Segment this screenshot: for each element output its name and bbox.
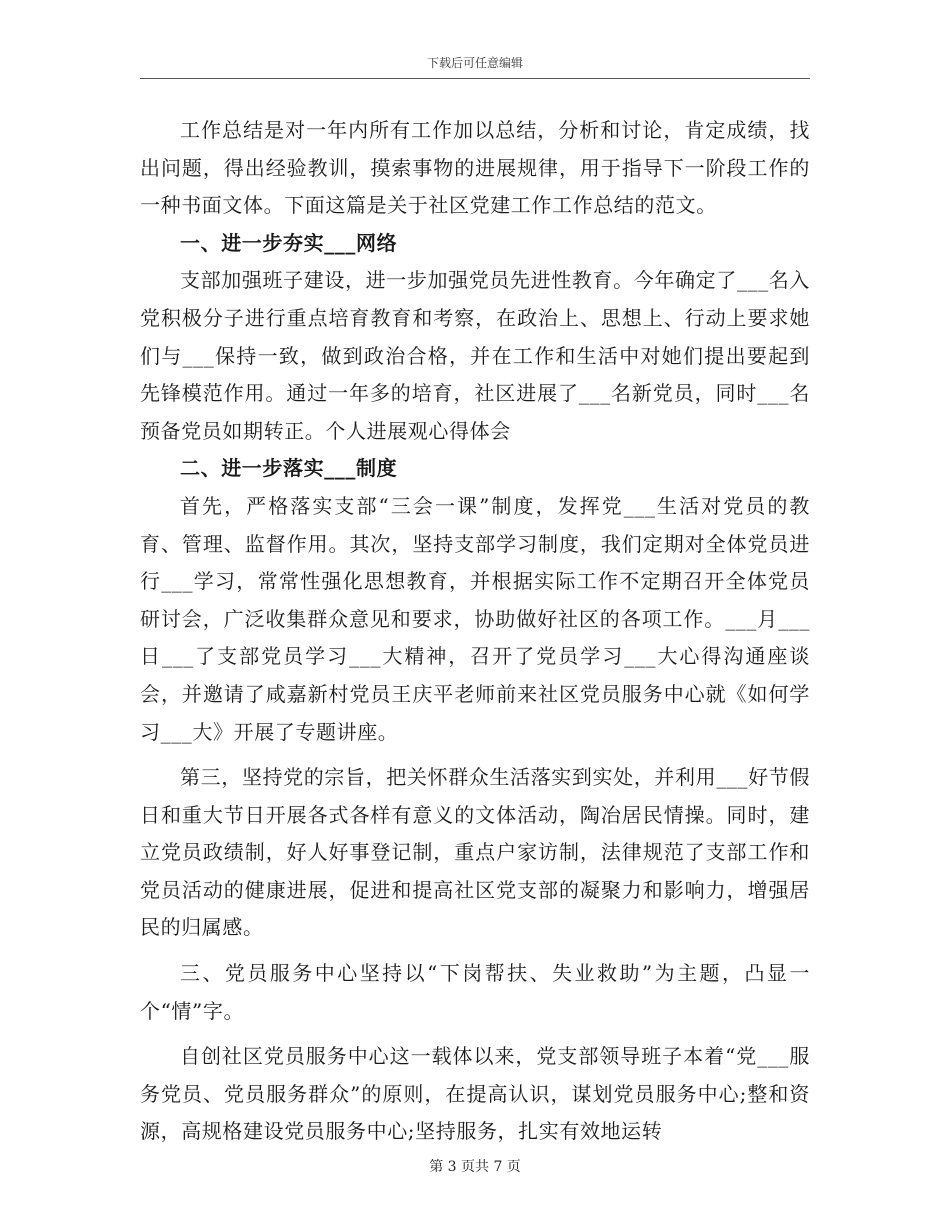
- section-1-paragraph: 支部加强班子建设，进一步加强党员先进性教育。今年确定了___名入党积极分子进行重点培育教育和考察，在政治上、思想上、行动上要求她们与___保持一致，做到政治合格，并在工作和生活中对她们提出要起到先锋模范作用。通过一年多的培育，社区进展了___名新党员，同时___名预备党员如期转正。个人进展观心得体会: [140, 268, 810, 443]
- document-body: [140, 112, 810, 1151]
- page-header: 下载后可任意编辑: [426, 56, 523, 70]
- section-heading-3: 三、党员服务中心坚持以“下岗帮扶、失业救助”为主题，凸显一个“情”字。: [140, 961, 810, 1023]
- section-2-paragraph-2: 第三，坚持党的宗旨，把关怀群众生活落实到实处，并利用___好节假日和重大节日开展各式各样有意义的文体活动，陶冶居民情操。同时，建立党员政绩制，好人好事登记制，重点户家访制，法律规范了支部工作和党员活动的健康进展，促进和提高社区党支部的凝聚力和影响力，增强居民的归属感。: [140, 765, 810, 940]
- page-number: 第 3 页共 7 页: [429, 1159, 521, 1175]
- section-heading-2: 二、进一步落实___制度: [180, 456, 398, 481]
- section-3-paragraph: 自创社区党员服务中心这一载体以来，党支部领导班子本着“党___服务党员、党员服务群众”的原则，在提高认识，谋划党员服务中心;整和资源，高规格建设党员服务中心;坚持服务，扎实有效地运转: [140, 1044, 810, 1144]
- section-2-paragraph-1: 首先，严格落实支部“三会一课”制度，发挥党___生活对党员的教育、管理、监督作用。其次，坚持支部学习制度，我们定期对全体党员进行___学习，常常性强化思想教育，并根据实际工作不定期召开全体党员研讨会，广泛收集群众意见和要求，协助做好社区的各项工作。___月___日___了支部党员学习___大精神，召开了党员学习___大心得沟通座谈会，并邀请了咸嘉新村党员王庆平老师前来社区党员服务中心就《如何学习___大》开展了专题讲座。: [140, 493, 810, 744]
- section-heading-1: 一、进一步夯实___网络: [180, 230, 398, 255]
- intro-paragraph: 工作总结是对一年内所有工作加以总结，分析和讨论，肯定成绩，找出问题，得出经验教训，摸索事物的进展规律，用于指导下一阶段工作的一种书面文体。下面这篇是关于社区党建工作工作总结的范文。: [140, 118, 810, 218]
- header-divider: [140, 78, 810, 79]
